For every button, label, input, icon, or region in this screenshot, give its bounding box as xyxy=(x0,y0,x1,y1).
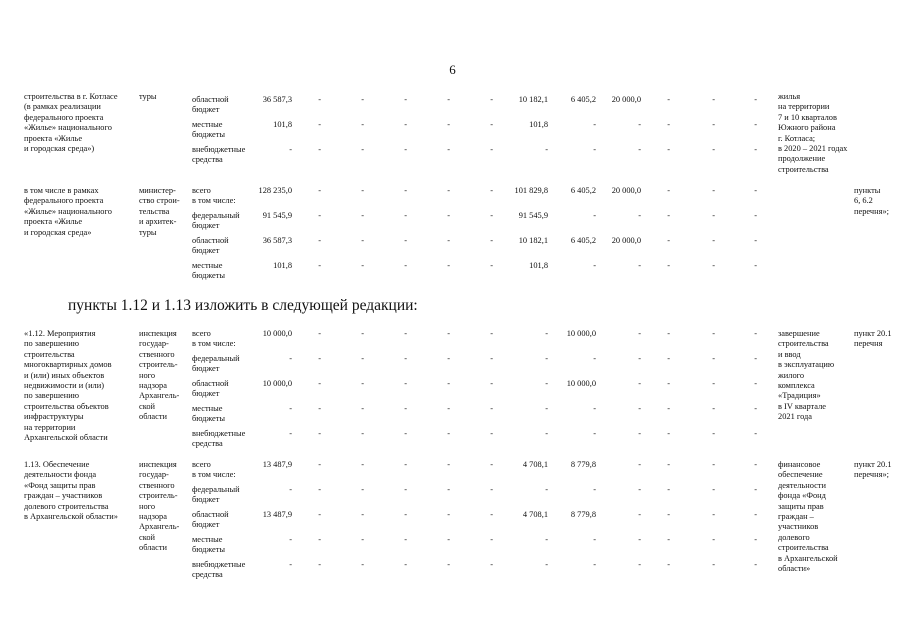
amount-year-5: - xyxy=(490,535,493,544)
amount-year-7: 10 000,0 xyxy=(566,379,596,388)
amount-year-8: - xyxy=(638,460,641,469)
amount-total: 36 587,3 xyxy=(262,236,292,245)
amount-total: - xyxy=(289,485,292,494)
amount-year-6: 101 829,8 xyxy=(514,186,548,195)
funding-source: местные бюджеты xyxy=(192,535,226,555)
amount-year-6: 101,8 xyxy=(529,261,548,270)
amount-year-11: - xyxy=(754,236,757,245)
amount-year-6: 4 708,1 xyxy=(522,460,548,469)
funding-source: местные бюджеты xyxy=(192,261,226,281)
amount-year-2: - xyxy=(361,329,364,338)
amount-year-11: - xyxy=(754,211,757,220)
result-cell: жилья на территории 7 и 10 кварталов Южного района г. Котласа; в 2020 – 2021 годах продолжение строительства xyxy=(778,92,848,174)
amount-year-3: - xyxy=(404,560,407,569)
amount-year-10: - xyxy=(712,485,715,494)
amount-year-3: - xyxy=(404,186,407,195)
amount-year-8: - xyxy=(638,429,641,438)
amount-year-5: - xyxy=(490,560,493,569)
amount-year-5: - xyxy=(490,460,493,469)
amount-year-4: - xyxy=(447,379,450,388)
amount-year-3: - xyxy=(404,236,407,245)
amount-year-2: - xyxy=(361,145,364,154)
amount-year-10: - xyxy=(712,460,715,469)
amount-year-7: - xyxy=(593,211,596,220)
amount-year-10: - xyxy=(712,95,715,104)
amount-year-2: - xyxy=(361,186,364,195)
executor-cell: туры xyxy=(139,92,157,101)
amount-year-7: 8 779,8 xyxy=(570,510,596,519)
amount-year-3: - xyxy=(404,429,407,438)
amount-year-10: - xyxy=(712,211,715,220)
amount-year-5: - xyxy=(490,379,493,388)
amount-year-7: - xyxy=(593,120,596,129)
amount-year-8: - xyxy=(638,354,641,363)
amount-year-3: - xyxy=(404,485,407,494)
amount-year-10: - xyxy=(712,120,715,129)
amount-year-7: 10 000,0 xyxy=(566,329,596,338)
amount-total: - xyxy=(289,404,292,413)
amount-year-1: - xyxy=(318,535,321,544)
amount-year-1: - xyxy=(318,261,321,270)
amount-year-9: - xyxy=(667,145,670,154)
amount-year-10: - xyxy=(712,186,715,195)
funding-source: местные бюджеты xyxy=(192,120,226,140)
amount-year-1: - xyxy=(318,379,321,388)
amount-year-5: - xyxy=(490,211,493,220)
amount-year-10: - xyxy=(712,560,715,569)
amount-year-5: - xyxy=(490,95,493,104)
amount-year-2: - xyxy=(361,535,364,544)
amount-year-3: - xyxy=(404,379,407,388)
reference-cell: пункт 20.1 перечня xyxy=(854,329,892,349)
amount-year-7: - xyxy=(593,145,596,154)
amount-year-10: - xyxy=(712,404,715,413)
amount-year-9: - xyxy=(667,560,670,569)
funding-source: областной бюджет xyxy=(192,95,229,115)
amount-year-3: - xyxy=(404,261,407,270)
amount-year-11: - xyxy=(754,329,757,338)
amount-year-5: - xyxy=(490,404,493,413)
amount-year-1: - xyxy=(318,510,321,519)
activity-cell: 1.13. Обеспечение деятельности фонда «Фонд защиты прав граждан – участников долевого строительства в Архангельской области» xyxy=(24,460,118,522)
amount-year-4: - xyxy=(447,120,450,129)
amount-year-4: - xyxy=(447,560,450,569)
activity-cell: «1.12. Мероприятия по завершению строительства многоквартирных домов и (или) иных объектов недвижимости и (или) по завершению строительства объектов инфраструктуры на территории Архангельской области xyxy=(24,329,112,443)
amount-year-1: - xyxy=(318,404,321,413)
amount-year-4: - xyxy=(447,404,450,413)
amount-year-5: - xyxy=(490,354,493,363)
amount-year-10: - xyxy=(712,329,715,338)
amount-year-7: - xyxy=(593,261,596,270)
amount-year-11: - xyxy=(754,186,757,195)
amount-year-6: - xyxy=(545,329,548,338)
amount-total: 101,8 xyxy=(273,261,292,270)
amount-year-4: - xyxy=(447,429,450,438)
amount-year-5: - xyxy=(490,145,493,154)
amount-year-8: - xyxy=(638,510,641,519)
reference-cell: пункт 20.1 перечня»; xyxy=(854,460,892,480)
amount-year-11: - xyxy=(754,379,757,388)
amount-year-5: - xyxy=(490,120,493,129)
amount-year-2: - xyxy=(361,429,364,438)
amount-year-4: - xyxy=(447,460,450,469)
amount-year-5: - xyxy=(490,429,493,438)
amount-year-8: 20 000,0 xyxy=(611,186,641,195)
amount-year-6: 10 182,1 xyxy=(518,95,548,104)
amount-year-8: - xyxy=(638,261,641,270)
amount-year-6: 10 182,1 xyxy=(518,236,548,245)
amount-year-11: - xyxy=(754,404,757,413)
reference-cell: пункты 6, 6.2 перечня»; xyxy=(854,186,889,216)
amount-year-1: - xyxy=(318,236,321,245)
executor-cell: инспекция государ- ственного строитель- ного надзора Архангель- ской области xyxy=(139,329,180,422)
amount-year-7: 6 405,2 xyxy=(570,236,596,245)
amount-year-1: - xyxy=(318,186,321,195)
amount-year-6: - xyxy=(545,560,548,569)
amount-year-3: - xyxy=(404,95,407,104)
amount-year-4: - xyxy=(447,186,450,195)
amount-year-6: 91 545,9 xyxy=(518,211,548,220)
amount-year-3: - xyxy=(404,120,407,129)
amount-total: - xyxy=(289,145,292,154)
funding-source: местные бюджеты xyxy=(192,404,226,424)
amount-year-1: - xyxy=(318,329,321,338)
executor-cell: министер- ство строи- тельства и архитек- туры xyxy=(139,186,180,237)
amount-total: 10 000,0 xyxy=(262,379,292,388)
amount-year-8: 20 000,0 xyxy=(611,236,641,245)
amount-year-6: - xyxy=(545,379,548,388)
amount-year-4: - xyxy=(447,354,450,363)
funding-source: федеральный бюджет xyxy=(192,485,240,505)
funding-source: областной бюджет xyxy=(192,379,229,399)
amount-total: 101,8 xyxy=(273,120,292,129)
amount-year-5: - xyxy=(490,236,493,245)
amount-year-4: - xyxy=(447,236,450,245)
amount-year-11: - xyxy=(754,560,757,569)
amount-year-1: - xyxy=(318,211,321,220)
amount-year-7: - xyxy=(593,354,596,363)
amount-year-2: - xyxy=(361,95,364,104)
amount-year-10: - xyxy=(712,535,715,544)
amount-year-1: - xyxy=(318,460,321,469)
amount-year-3: - xyxy=(404,510,407,519)
amount-year-2: - xyxy=(361,261,364,270)
amount-year-11: - xyxy=(754,510,757,519)
amount-year-7: 6 405,2 xyxy=(570,95,596,104)
amount-total: 13 487,9 xyxy=(262,510,292,519)
amount-year-7: 6 405,2 xyxy=(570,186,596,195)
amount-year-10: - xyxy=(712,236,715,245)
amount-year-7: - xyxy=(593,404,596,413)
amount-year-6: - xyxy=(545,354,548,363)
funding-source: федеральный бюджет xyxy=(192,211,240,231)
amount-year-11: - xyxy=(754,460,757,469)
amount-year-9: - xyxy=(667,379,670,388)
amount-year-11: - xyxy=(754,261,757,270)
funding-source: внебюджетные средства xyxy=(192,560,246,580)
activity-cell: строительства в г. Котласе (в рамках реализации федерального проекта «Жилье» национального проекта «Жилье и городская среда») xyxy=(24,92,118,154)
amount-year-6: - xyxy=(545,485,548,494)
amount-total: 10 000,0 xyxy=(262,329,292,338)
amount-year-6: - xyxy=(545,535,548,544)
amount-year-4: - xyxy=(447,485,450,494)
amount-total: 128 235,0 xyxy=(258,186,292,195)
funding-source: внебюджетные средства xyxy=(192,145,246,165)
amount-year-9: - xyxy=(667,404,670,413)
amount-year-5: - xyxy=(490,485,493,494)
amount-year-2: - xyxy=(361,460,364,469)
amount-year-7: - xyxy=(593,429,596,438)
amount-year-11: - xyxy=(754,429,757,438)
amount-year-6: 4 708,1 xyxy=(522,510,548,519)
amount-year-8: - xyxy=(638,120,641,129)
funding-source: областной бюджет xyxy=(192,510,229,530)
amount-year-1: - xyxy=(318,485,321,494)
amount-year-6: 101,8 xyxy=(529,120,548,129)
amount-year-9: - xyxy=(667,261,670,270)
amount-year-9: - xyxy=(667,236,670,245)
amount-year-3: - xyxy=(404,404,407,413)
amount-year-6: - xyxy=(545,404,548,413)
amount-year-11: - xyxy=(754,95,757,104)
amount-year-9: - xyxy=(667,460,670,469)
amount-year-8: - xyxy=(638,379,641,388)
amount-year-8: - xyxy=(638,211,641,220)
amount-year-9: - xyxy=(667,120,670,129)
activity-cell: в том числе в рамках федерального проекта «Жилье» национального проекта «Жилье и городская среда» xyxy=(24,186,112,237)
funding-source: всего в том числе: xyxy=(192,186,236,206)
amount-year-7: 8 779,8 xyxy=(570,460,596,469)
amount-year-4: - xyxy=(447,535,450,544)
amount-year-8: - xyxy=(638,535,641,544)
amount-year-9: - xyxy=(667,535,670,544)
funding-source: федеральный бюджет xyxy=(192,354,240,374)
amount-total: 13 487,9 xyxy=(262,460,292,469)
amount-year-9: - xyxy=(667,354,670,363)
amount-year-8: - xyxy=(638,485,641,494)
amount-year-8: - xyxy=(638,145,641,154)
amount-total: 91 545,9 xyxy=(262,211,292,220)
amount-year-11: - xyxy=(754,145,757,154)
amount-year-2: - xyxy=(361,404,364,413)
amount-year-3: - xyxy=(404,460,407,469)
amount-year-5: - xyxy=(490,329,493,338)
amount-year-4: - xyxy=(447,95,450,104)
amount-year-2: - xyxy=(361,560,364,569)
amount-year-6: - xyxy=(545,145,548,154)
amount-year-1: - xyxy=(318,429,321,438)
amount-year-1: - xyxy=(318,560,321,569)
result-cell: завершение строительства и ввод в эксплуатацию жилого комплекса «Традиция» в IV квартале 2021 года xyxy=(778,329,835,422)
result-cell: финансовое обеспечение деятельности фонда «Фонд защиты прав граждан – участников долевого строительства в Архангельской области» xyxy=(778,460,838,574)
amount-year-10: - xyxy=(712,379,715,388)
amount-year-4: - xyxy=(447,261,450,270)
amount-year-11: - xyxy=(754,354,757,363)
amount-year-10: - xyxy=(712,145,715,154)
amount-year-1: - xyxy=(318,145,321,154)
amount-year-4: - xyxy=(447,145,450,154)
amount-year-2: - xyxy=(361,485,364,494)
amount-year-10: - xyxy=(712,354,715,363)
funding-source: областной бюджет xyxy=(192,236,229,256)
amount-year-5: - xyxy=(490,510,493,519)
amount-year-9: - xyxy=(667,211,670,220)
section-heading: пункты 1.12 и 1.13 изложить в следующей редакции: xyxy=(68,297,418,314)
amount-year-2: - xyxy=(361,354,364,363)
amount-year-4: - xyxy=(447,510,450,519)
amount-year-2: - xyxy=(361,510,364,519)
amount-year-5: - xyxy=(490,186,493,195)
amount-year-1: - xyxy=(318,120,321,129)
amount-year-6: - xyxy=(545,429,548,438)
amount-year-8: 20 000,0 xyxy=(611,95,641,104)
amount-year-9: - xyxy=(667,510,670,519)
amount-year-10: - xyxy=(712,510,715,519)
amount-total: - xyxy=(289,354,292,363)
funding-source: внебюджетные средства xyxy=(192,429,246,449)
amount-year-9: - xyxy=(667,95,670,104)
amount-year-8: - xyxy=(638,404,641,413)
amount-year-5: - xyxy=(490,261,493,270)
page-number: 6 xyxy=(449,62,456,77)
amount-year-9: - xyxy=(667,485,670,494)
amount-year-7: - xyxy=(593,560,596,569)
amount-year-9: - xyxy=(667,329,670,338)
amount-year-2: - xyxy=(361,236,364,245)
amount-year-3: - xyxy=(404,145,407,154)
amount-year-8: - xyxy=(638,329,641,338)
amount-year-2: - xyxy=(361,120,364,129)
amount-total: - xyxy=(289,429,292,438)
amount-year-3: - xyxy=(404,354,407,363)
amount-year-11: - xyxy=(754,535,757,544)
amount-year-3: - xyxy=(404,329,407,338)
executor-cell: инспекция государ- ственного строитель- ного надзора Архангель- ской области xyxy=(139,460,180,553)
amount-year-3: - xyxy=(404,211,407,220)
amount-year-7: - xyxy=(593,535,596,544)
amount-year-8: - xyxy=(638,560,641,569)
amount-total: - xyxy=(289,535,292,544)
funding-source: всего в том числе: xyxy=(192,329,236,349)
amount-year-9: - xyxy=(667,186,670,195)
amount-year-1: - xyxy=(318,354,321,363)
amount-year-7: - xyxy=(593,485,596,494)
amount-year-11: - xyxy=(754,120,757,129)
amount-year-4: - xyxy=(447,329,450,338)
amount-year-2: - xyxy=(361,211,364,220)
amount-year-2: - xyxy=(361,379,364,388)
amount-year-10: - xyxy=(712,429,715,438)
amount-year-9: - xyxy=(667,429,670,438)
amount-year-1: - xyxy=(318,95,321,104)
amount-year-4: - xyxy=(447,211,450,220)
amount-year-10: - xyxy=(712,261,715,270)
amount-total: - xyxy=(289,560,292,569)
funding-source: всего в том числе: xyxy=(192,460,236,480)
amount-year-11: - xyxy=(754,485,757,494)
amount-total: 36 587,3 xyxy=(262,95,292,104)
amount-year-3: - xyxy=(404,535,407,544)
